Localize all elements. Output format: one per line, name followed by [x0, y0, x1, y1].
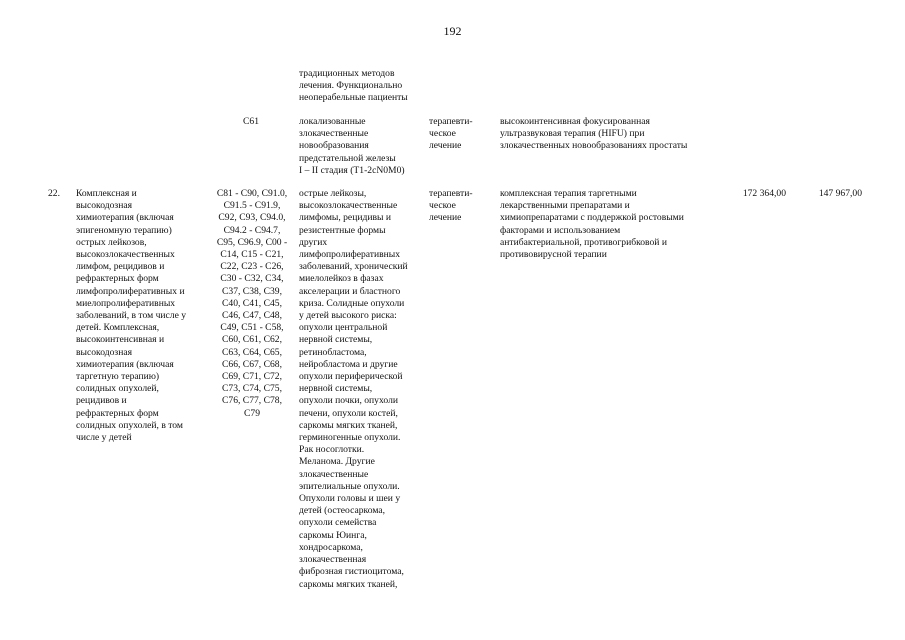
- row-c61-method: высокоинтенсивная фокусированная ультразвуковая терапия (HIFU) при злокачественных новообразованиях простаты: [500, 116, 688, 152]
- page-number: 192: [443, 24, 462, 38]
- row-c61-code: C61: [243, 116, 259, 127]
- row-22-number: 22.: [48, 188, 60, 199]
- row-22-name: Комплексная и высокодозная химиотерапия (включая эпигеномную терапию) острых лейкозов, высокозлокачественных лимфом, рецидивов и рефрактерных форм лимфопролиферативных и миелопролиферативных заболеваний, в том числе у детей. Комплексная, высокоинтенсивная и высокодозная химиотерапия (включая таргетную терапию) солидных опухолей, рецидивов и рефрактерных форм солидных опухолей, в том числе у детей: [76, 188, 187, 444]
- continuation-condition-text: традиционных методов лечения. Функционально неоперабельные пациенты: [299, 68, 408, 104]
- row-22-treatment-type: терапевти- ческое лечение: [429, 188, 473, 224]
- row-22-condition: острые лейкозы, высокозлокачественные лимфомы, рецидивы и резистентные формы других лимфопролиферативных заболеваний, хронический миелолейкоз в фазах акселерации и бластного криза. Солидные опухоли у детей высокого риска: опухоли центральной нервной системы, ретинобластома, нейробластома и другие опухоли периферической нервной системы, опухоли почки, опухоли печени, опухоли костей, саркомы мягких тканей, герминогенные опухоли. Рак носоглотки. Меланома. Другие злокачественные эпителиальные опухоли. Опухоли головы и шеи у детей (остеосаркома, опухоли семейства саркомы Юинга, хондросаркома, злокачественная фиброзная гистиоцитома, саркомы мягких тканей,: [299, 188, 408, 590]
- row-c61-treatment-type: терапевти- ческое лечение: [429, 116, 473, 152]
- row-22-cost-2: 147 967,00: [818, 188, 862, 199]
- row-22-codes: C81 - C90, C91.0, C91.5 - C91.9, C92, C93, C94.0, C94.2 - C94.7, C95, C96.9, C00 - C14, C15 - C21, C22, C23 - C26, C30 - C32, C34, C37, C38, C39, C40, C41, C45, C46, C47, C48, C49, C51 - C58, C60, C61, C62, C63, C64, C65, C66, C67, C68, C69, C71, C72, C73, C74, C75, C76, C77, C78, C79: [216, 188, 288, 419]
- row-c61-condition: локализованные злокачественные новообразования предстательной железы I – II стадия (T1-2cN0M0): [299, 116, 405, 176]
- row-22-cost-1: 172 364,00: [742, 188, 786, 199]
- row-22-method: комплексная терапия таргетными лекарственными препаратами и химиопрепаратами с поддержкой ростовыми факторами и использованием антибактериальной, противогрибковой и противовирусной терапии: [500, 188, 684, 261]
